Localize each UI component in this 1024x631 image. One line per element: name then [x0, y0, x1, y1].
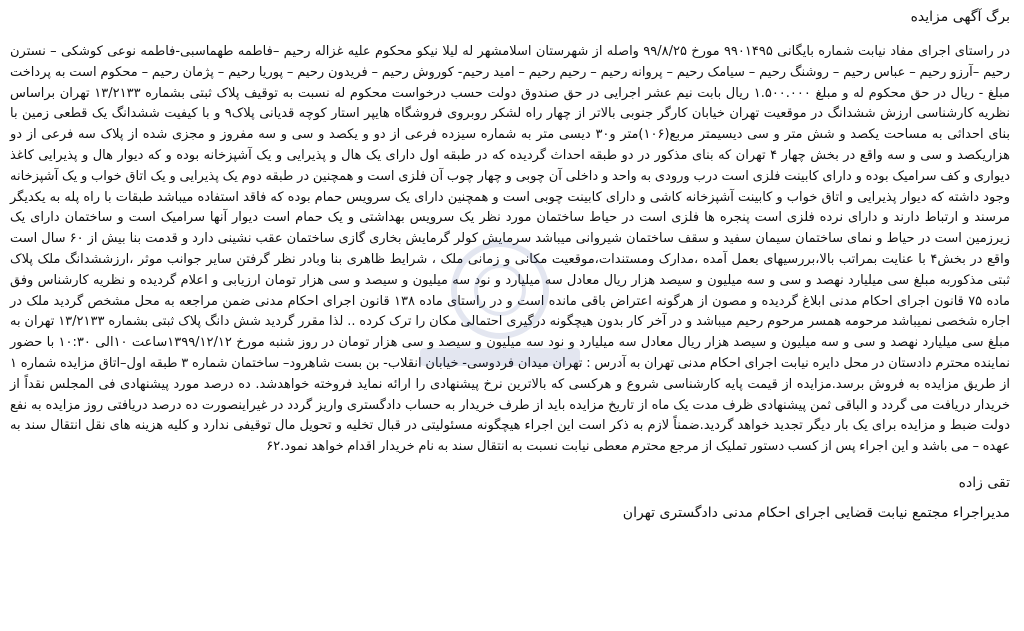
notice-footer [10, 472, 1010, 524]
signer-name: تقی زاده [958, 474, 1010, 491]
notice-title: برگ آگهی مزایده [910, 9, 1010, 25]
notice-body: در راستای اجرای مفاد نیابت شماره بایگانی ۹۹۰۱۴۹۵ مورخ ۹۹/۸/۲۵ واصله از شهرستان اسلامشهر له لیلا نیکو محکوم علیه غزاله رحیم –فاطمه طهماسبی-فاطمه نوعی کوشکی – نسترن رحیم –آرزو رحیم – عباس رحیم – روشنگ رحیم – سیامک رحیم – پروانه رحیم – رحیم رحیم – امید رحیم- کوروش رحیم – فریدون رحیم – پوریا رحیم – پژمان رحیم – محکوم است به پرداخت مبلغ - ریال در حق محکوم له و مبلغ ۱.۵۰۰.۰۰۰ ریال بابت نیم عشر اجرایی در حق صندوق دولت حسب درخواست محکوم له نسبت به توقیف پلاک ثبتی بشماره ۱۳/۲۱۳۳ تهران براساس نظریه کارشناسی ارزش ششدانگ در موقعیت تهران خیابان کارگر جنوبی بالاتر از چهار راه لشکر روبروی فروشگاه هایپر استار کوچه قدیانی پلاک۹ و با کیفیت ششدانگ یک قطعی زمین با بنای احداثی به مساحت یکصد و شش متر و سی دیسیمتر مربع(۱۰۶)متر و۳۰ دیسی متر به شماره سیزده فرعی از دو و یکصد و سی و سه مفروز و مجزی شده از پلاک سه فرعی از دو هزاریکصد و سی و سه واقع در بخش چهار ۴ تهران که بنای مذکور در دو طبقه احداث گردیده که در طبقه اول دارای یک هال و پذیرایی و یک آشپزخانه بوده و که دیوار هال و پذیرایی کاغذ دیواری و کف سرامیک بوده و دارای کابینت فلزی است درب ورودی به واحد و داخلی آن چوبی و چهار چوب آن فلزی است و همچنین در طبقه دوم یک پذیرایی و یک اتاق خواب و یک آشپزخانه وجود داشته که دیوار پذیرایی و اتاق خواب و کابینت آشپزخانه کاشی و دارای کابینت چوبی است و همچنین دارای یک سرویس حمام بوده که فاقد استفاده میباشد طبقات با راه پله به یکدیگر مرسند و ارتباط دارند و دارای نرده فلزی است پنجره ها فلزی است در حیاط ساختمان مورد نظر یک سرویس بهداشتی و یک حمام است دیوار آنها سرامیک است و ساختمان دارای یک زیرزمین است در حیاط و نمای ساختمان سیمان سفید و سقف ساختمان شیروانی میباشد سرمایش کولر گرمایش بخاری گازی ساختمان عقب نشینی دارد و قدمت بنا بیش از ۶۰ سال است واقع در بخش۴ با عنایت بمراتب بالا،بررسیهای بعمل آمده ،مدارک ومستندات،موقعیت مکانی و زمانی ملک ، شرایط ظاهری بنا وبادر نظر گرفتن سایر جوانب موثر ،ارزششدانگ ملک پلاک ثبتی مذکوربه مبلغ سی میلیارد نهصد و سی و سه میلیون و سیصد هزار ریال معادل سه میلیارد و نود سه میلیون و سیصد و سی هزار تومان ارزیابی و اعلام گردیده و نظریه کارشناس وفق ماده ۷۵ قانون اجرای احکام مدنی ابلاغ گردیده و مصون از هرگونه اعتراض باقی مانده است و در راستای ماده ۱۳۸ قانون اجرای احکام مدنی ضمن مراجعه به محل مشخص گردید ملک در اجاره شخصی نمیباشد مرحومه همسر مرحوم رحیم میباشد و در آخر کار بدون هیچگونه درگیری احتمالی مکان را ترک کرده .. لذا مقرر گردید شش دانگ پلاک ثبتی بشماره ۱۳/۲۱۳۳ تهران به مبلغ سی میلیارد نهصد و سی و سه میلیون و سیصد هزار ریال معادل سه میلیارد و نود سه میلیون و سیصد و سی هزار تومان در روز شنبه مورخ ۱۳۹۹/۱۲/۱۲ساعت ۱۰الی ۱۰:۳۰ با حضور نماینده محترم دادستان در محل دایره نیابت اجرای احکام مدنی تهران به آدرس : تهران میدان فردوسی- خیابان انقلاب- بن بست شاهرود– ساختمان شماره ۳ طبقه اول–اتاق مزایده شماره ۱ از طریق مزایده به فروش برسد.مزایده از قیمت پایه کارشناسی شروع و هرکسی که بالاترین نرخ پیشنهادی را ارائه نماید فروخته خواهدشد. ده درصد مورد پیشنهادی فی المجلس نقداً از خریدار دریافت می گردد و الباقی ثمن پیشنهادی ظرف مدت یک ماه از تاریخ مزایده باید از طرف خریدار به حساب دادگستری واریز گردد در غیراینصورت ده درصد دریافتی روز مزایده به نفع دولت ضبط و مزایده برای یک بار دیگر تجدید خواهد گردید.ضمناً لازم به ذکر است این اجراء هیچگونه مسئولیتی در قبال تخلیه و تحویل مال توقیفی ندارد و کلیه هزینه های نقل انتقال سند به عهده – می باشد و این اجراء پس از کسب دستور تملیک از مرجع محترم معطی نیابت نسبت به انتقال سند به نام خریدار اقدام خواهد نمود.۶۲ [10, 44, 1011, 455]
signer-title: مدیراجراء مجتمع نیابت قضایی اجرای احکام مدنی دادگستری تهران [622, 504, 1010, 521]
